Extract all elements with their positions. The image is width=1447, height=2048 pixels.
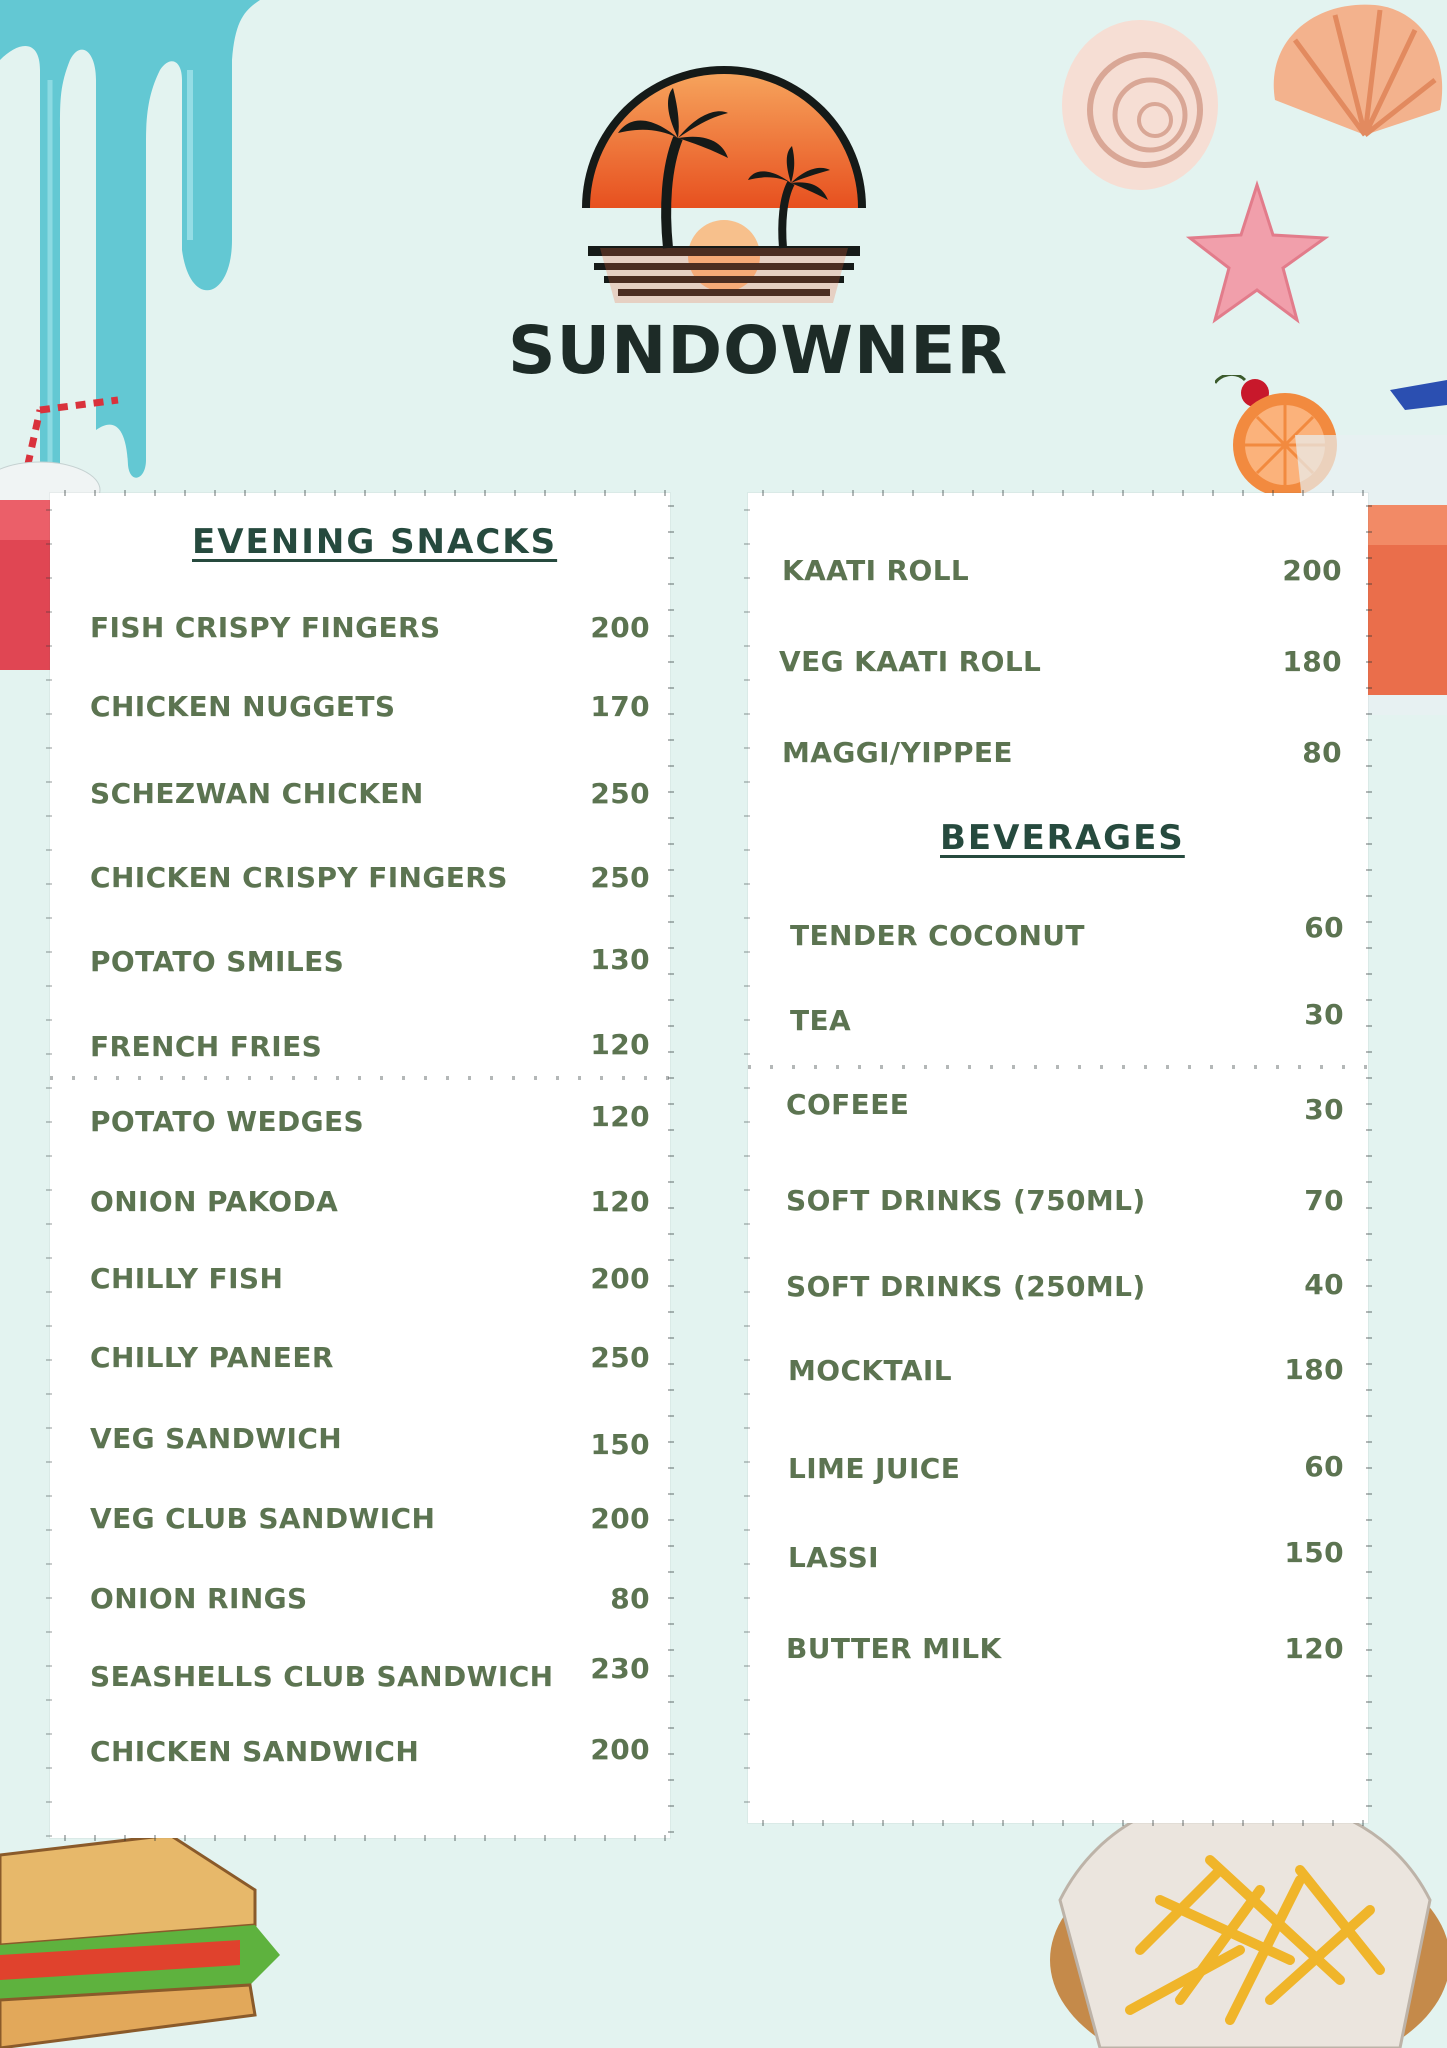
- beverages-item-name: LIME JUICE: [788, 1452, 961, 1485]
- more-snacks-item-name: VEG KAATI ROLL: [779, 645, 1042, 678]
- beverages-item-name: SOFT DRINKS (250ML): [786, 1270, 1146, 1303]
- evening-snacks-item-name: SCHEZWAN CHICKEN: [90, 777, 424, 810]
- evening-snacks-item-price: 250: [590, 861, 650, 894]
- more-snacks-item-price: 180: [1282, 645, 1342, 678]
- beverages-item-price: 70: [1304, 1184, 1344, 1217]
- beverages-item-name: TENDER COCONUT: [790, 919, 1085, 952]
- beverages-item-price: 120: [1284, 1632, 1344, 1665]
- evening-snacks-item-price: 230: [590, 1652, 650, 1685]
- beverages-item-price: 30: [1304, 1093, 1344, 1126]
- beverages-heading: BEVERAGES: [940, 818, 1185, 858]
- beverages-item-price: 40: [1304, 1268, 1344, 1301]
- evening-snacks-item-price: 120: [590, 1028, 650, 1061]
- evening-snacks-item-name: CHICKEN CRISPY FINGERS: [90, 861, 508, 894]
- beverages-item-name: TEA: [790, 1004, 852, 1037]
- evening-snacks-item-price: 250: [590, 777, 650, 810]
- evening-snacks-item-name: ONION RINGS: [90, 1582, 308, 1615]
- evening-snacks-item-name: FRENCH FRIES: [90, 1030, 323, 1063]
- beverages-card: [748, 493, 1368, 1823]
- beverages-item-name: LASSI: [788, 1541, 880, 1574]
- evening-snacks-item-price: 120: [590, 1100, 650, 1133]
- evening-snacks-item-price: 200: [590, 611, 650, 644]
- beverages-item-price: 30: [1304, 998, 1344, 1031]
- evening-snacks-item-price: 170: [590, 690, 650, 723]
- evening-snacks-item-name: FISH CRISPY FINGERS: [90, 611, 441, 644]
- beverages-item-name: COFEEE: [786, 1088, 910, 1121]
- evening-snacks-item-name: CHILLY PANEER: [90, 1341, 334, 1374]
- beverages-item-price: 180: [1284, 1353, 1344, 1386]
- more-snacks-item-name: MAGGI/YIPPEE: [782, 736, 1013, 769]
- evening-snacks-heading: EVENING SNACKS: [192, 522, 558, 562]
- evening-snacks-item-price: 120: [590, 1185, 650, 1218]
- beverages-item-name: SOFT DRINKS (750ML): [786, 1184, 1146, 1217]
- evening-snacks-item-name: POTATO SMILES: [90, 945, 345, 978]
- evening-snacks-item-name: POTATO WEDGES: [90, 1105, 365, 1138]
- evening-snacks-item-price: 130: [590, 943, 650, 976]
- evening-snacks-item-name: VEG CLUB SANDWICH: [90, 1502, 436, 1535]
- evening-snacks-item-price: 200: [590, 1262, 650, 1295]
- evening-snacks-item-price: 200: [590, 1502, 650, 1535]
- more-snacks-item-name: KAATI ROLL: [782, 554, 970, 587]
- beverages-item-price: 60: [1304, 911, 1344, 944]
- card-tear-line: [50, 1076, 670, 1080]
- sunset-palm-logo: [578, 58, 870, 310]
- evening-snacks-item-name: CHICKEN NUGGETS: [90, 690, 396, 723]
- evening-snacks-item-price: 150: [590, 1428, 650, 1461]
- scallop-shell-decoration: [1255, 0, 1447, 140]
- beverages-item-name: MOCKTAIL: [788, 1354, 952, 1387]
- evening-snacks-item-price: 250: [590, 1341, 650, 1374]
- card-tear-line: [748, 1065, 1368, 1069]
- evening-snacks-item-name: ONION PAKODA: [90, 1185, 339, 1218]
- more-snacks-item-price: 200: [1282, 554, 1342, 587]
- evening-snacks-item-name: VEG SANDWICH: [90, 1422, 343, 1455]
- beverages-item-price: 60: [1304, 1450, 1344, 1483]
- more-snacks-item-price: 80: [1302, 736, 1342, 769]
- evening-snacks-item-name: SEASHELLS CLUB SANDWICH: [90, 1660, 554, 1693]
- evening-snacks-item-name: CHILLY FISH: [90, 1262, 284, 1295]
- evening-snacks-item-name: CHICKEN SANDWICH: [90, 1735, 420, 1768]
- evening-snacks-item-price: 80: [610, 1582, 650, 1615]
- starfish-decoration: [1185, 180, 1330, 325]
- sandwich-decoration: [0, 1815, 300, 2048]
- evening-snacks-item-price: 200: [590, 1733, 650, 1766]
- beverages-item-price: 150: [1284, 1536, 1344, 1569]
- brand-name: SUNDOWNER: [508, 312, 1009, 389]
- seashell-decoration: [1055, 10, 1225, 195]
- beverages-item-name: BUTTER MILK: [786, 1632, 1002, 1665]
